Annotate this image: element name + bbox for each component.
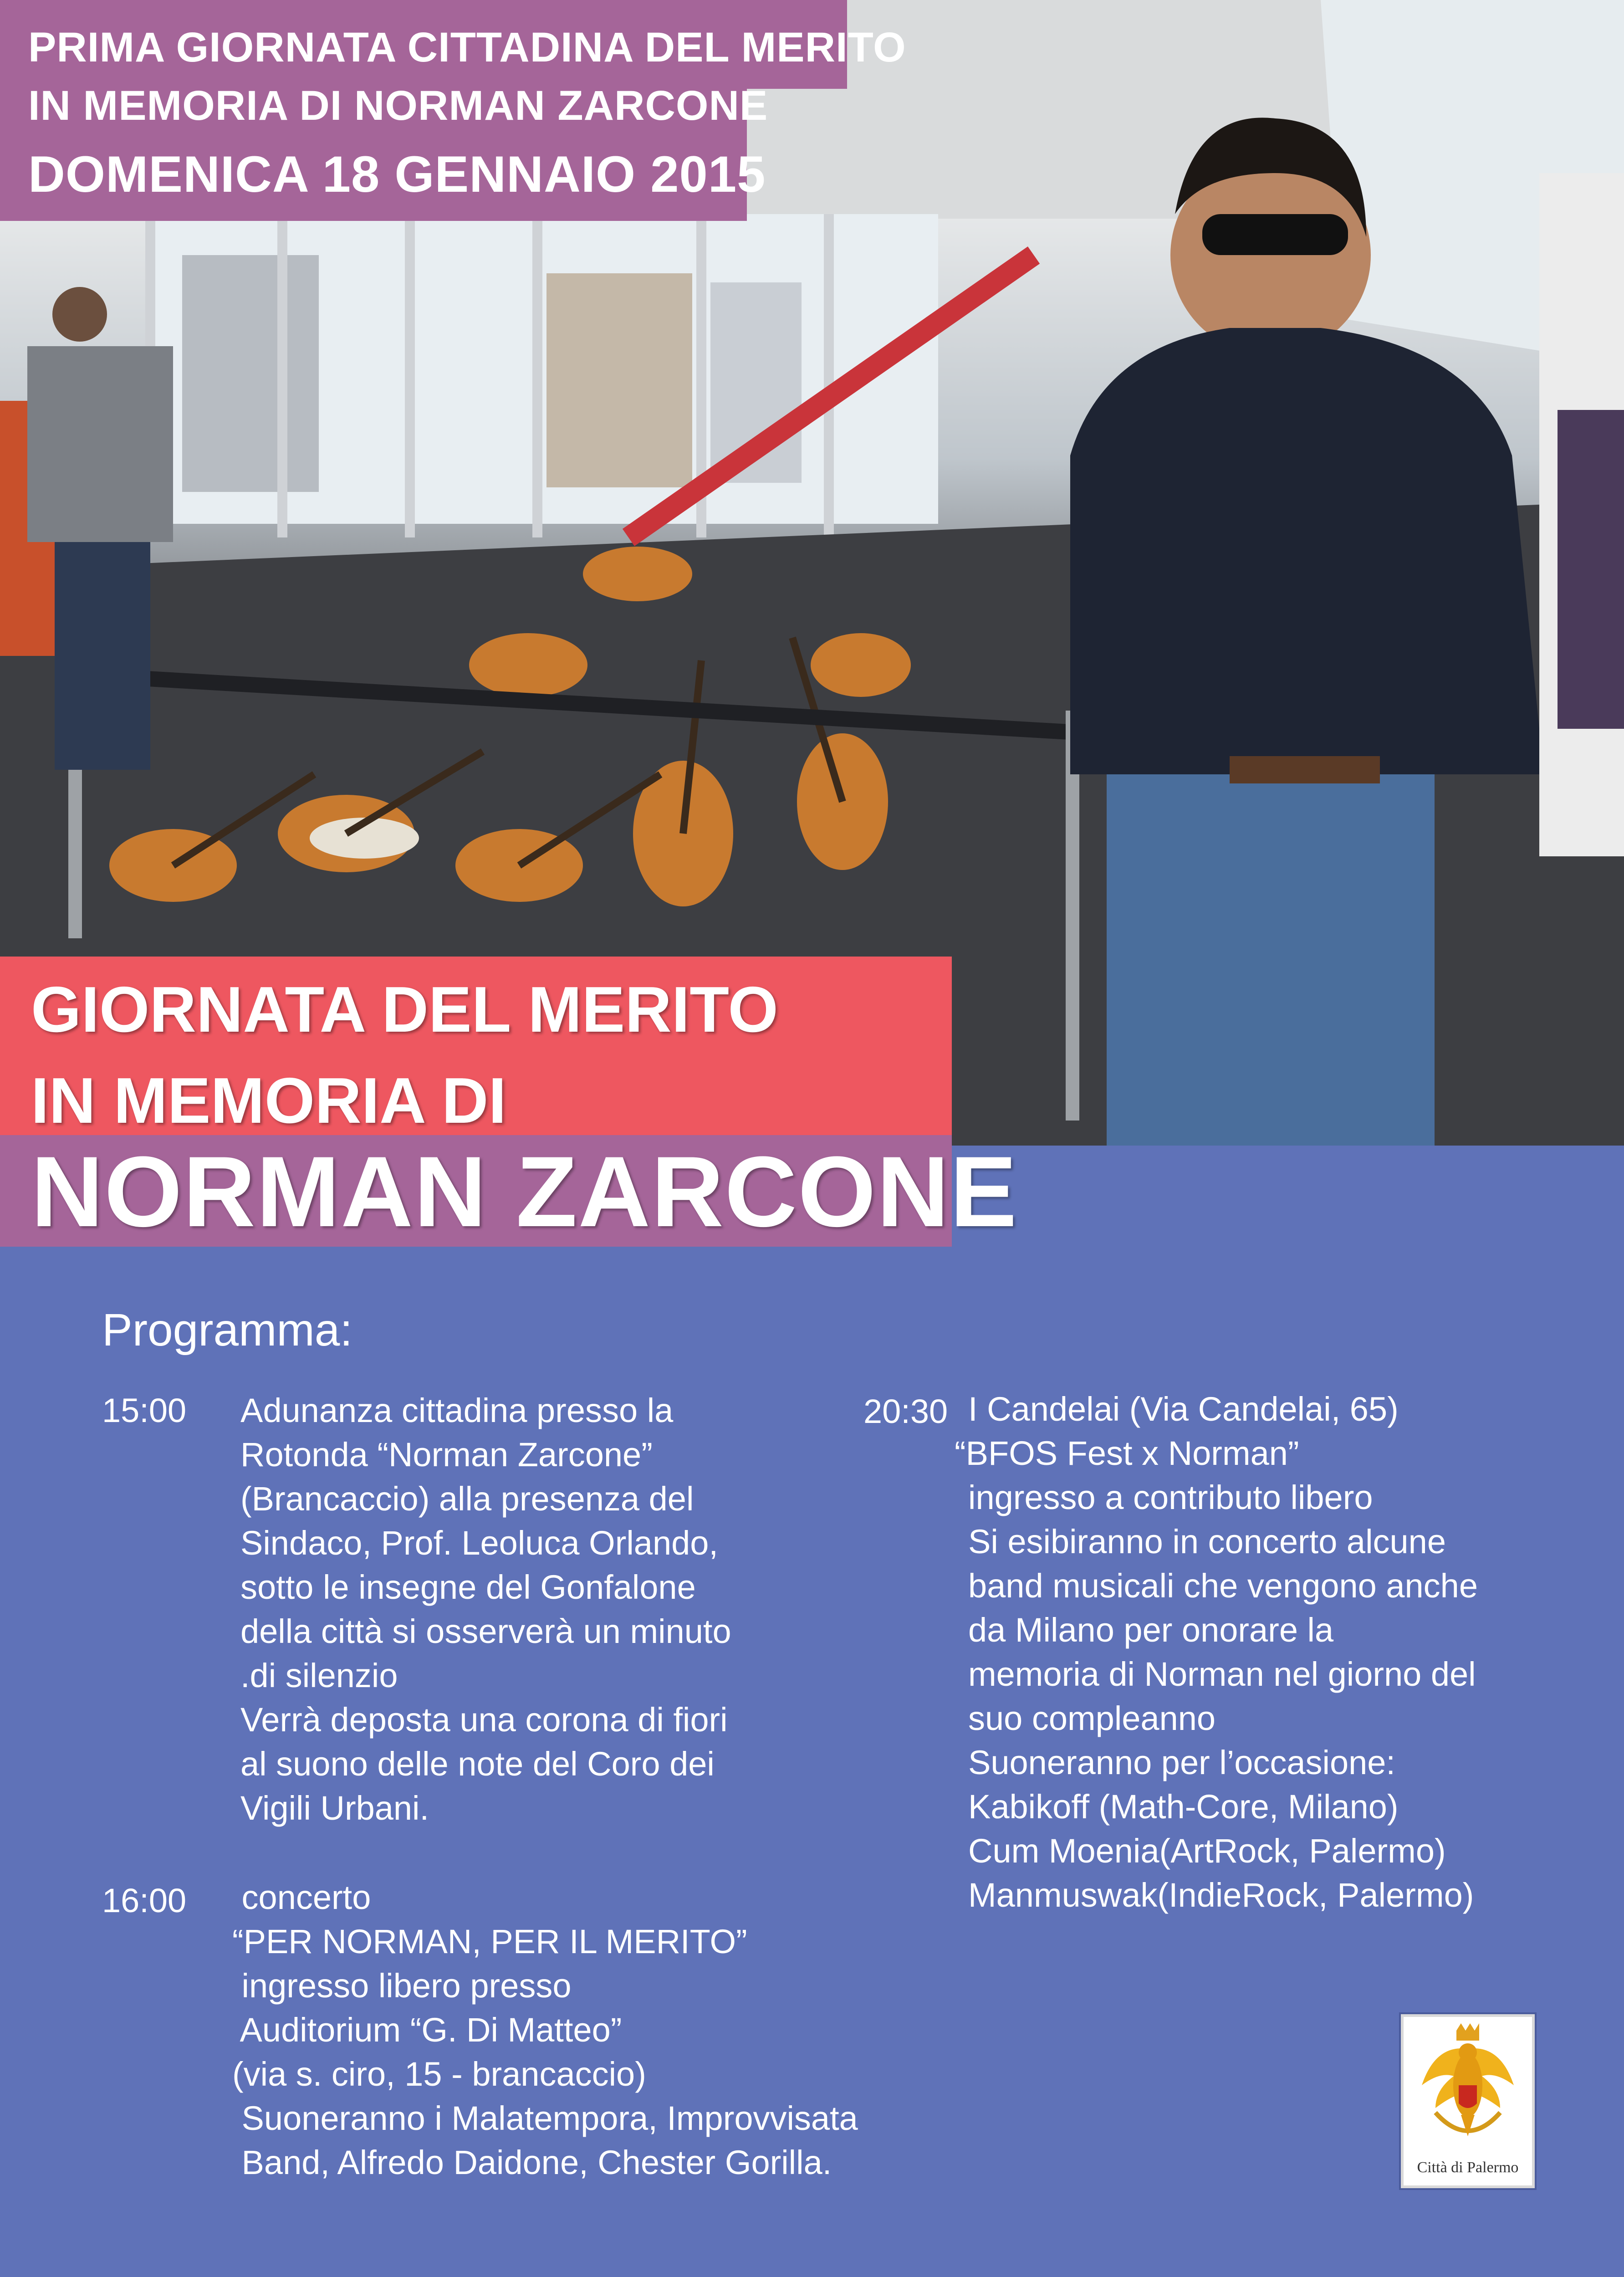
event-line: sotto le insegne del Gonfalone [240,1568,696,1606]
event-line: Verrà deposta una corona di fiori [240,1701,728,1739]
event-time: 15:00 [102,1392,187,1429]
event-line: band musicali che vengono anche [968,1567,1478,1605]
event-line: Suoneranno i Malatempora, Improvvisata [232,2099,858,2137]
event-line: I Candelai (Via Candelai, 65) [968,1390,1399,1428]
event-line: Adunanza cittadina presso la [240,1392,674,1429]
event-line: memoria di Norman nel giorno del [968,1655,1476,1693]
event-description [955,1387,1478,1917]
banner-subheadline: IN MEMORIA DI NORMAN ZARCONE [28,82,768,129]
event-line: (Brancaccio) alla presenza del [240,1480,694,1518]
event-line: .di silenzio [240,1657,398,1694]
event-line: da Milano per onorare la [968,1611,1334,1649]
event-line: “PER NORMAN, PER IL MERITO” [232,1923,747,1960]
eagle-crest-icon [1404,2017,1532,2154]
event-line: Vigili Urbani. [240,1789,429,1827]
logo-caption: Città di Palermo [1417,2159,1519,2176]
event-line: ingresso libero presso [232,1967,572,2005]
event-time: 16:00 [102,1882,187,1919]
event-description [232,1875,858,2185]
event-line: Manmuswak(IndieRock, Palermo) [968,1876,1474,1914]
city-of-palermo-logo [1401,2014,1535,2188]
event-line: Cum Moenia(ArtRock, Palermo) [968,1832,1446,1870]
banner-headline: PRIMA GIORNATA CITTADINA DEL MERITO [28,24,906,71]
event-line: Si esibiranno in concerto alcune [968,1523,1446,1561]
event-line: al suono delle note del Coro dei [240,1745,715,1783]
programme-heading: Programma: [102,1305,353,1356]
event-line: Sindaco, Prof. Leoluca Orlando, [240,1524,718,1562]
event-line: ingresso a contributo libero [968,1479,1373,1516]
event-line: (via s. ciro, 15 - brancaccio) [232,2055,646,2093]
event-line: Suoneranno per l’occasione: [968,1744,1395,1781]
title-line-memoria: IN MEMORIA DI [31,1064,506,1137]
event-line: “BFOS Fest x Norman” [955,1434,1299,1472]
title-line-event: GIORNATA DEL MERITO [31,973,778,1046]
event-line: Auditorium “G. Di Matteo” [232,2011,622,2049]
banner-date: DOMENICA 18 GENNAIO 2015 [28,146,766,203]
event-time: 20:30 [863,1392,948,1430]
event-description [240,1388,731,1830]
event-line: suo compleanno [968,1699,1216,1737]
event-line: Band, Alfredo Daidone, Chester Gorilla. [232,2144,832,2181]
event-line: concerto [232,1878,371,1916]
event-line: Rotonda “Norman Zarcone” [240,1436,653,1474]
event-line: della città si osserverà un minuto [240,1612,731,1650]
title-line-name: NORMAN ZARCONE [31,1136,1018,1248]
event-line: Kabikoff (Math-Core, Milano) [968,1788,1399,1826]
